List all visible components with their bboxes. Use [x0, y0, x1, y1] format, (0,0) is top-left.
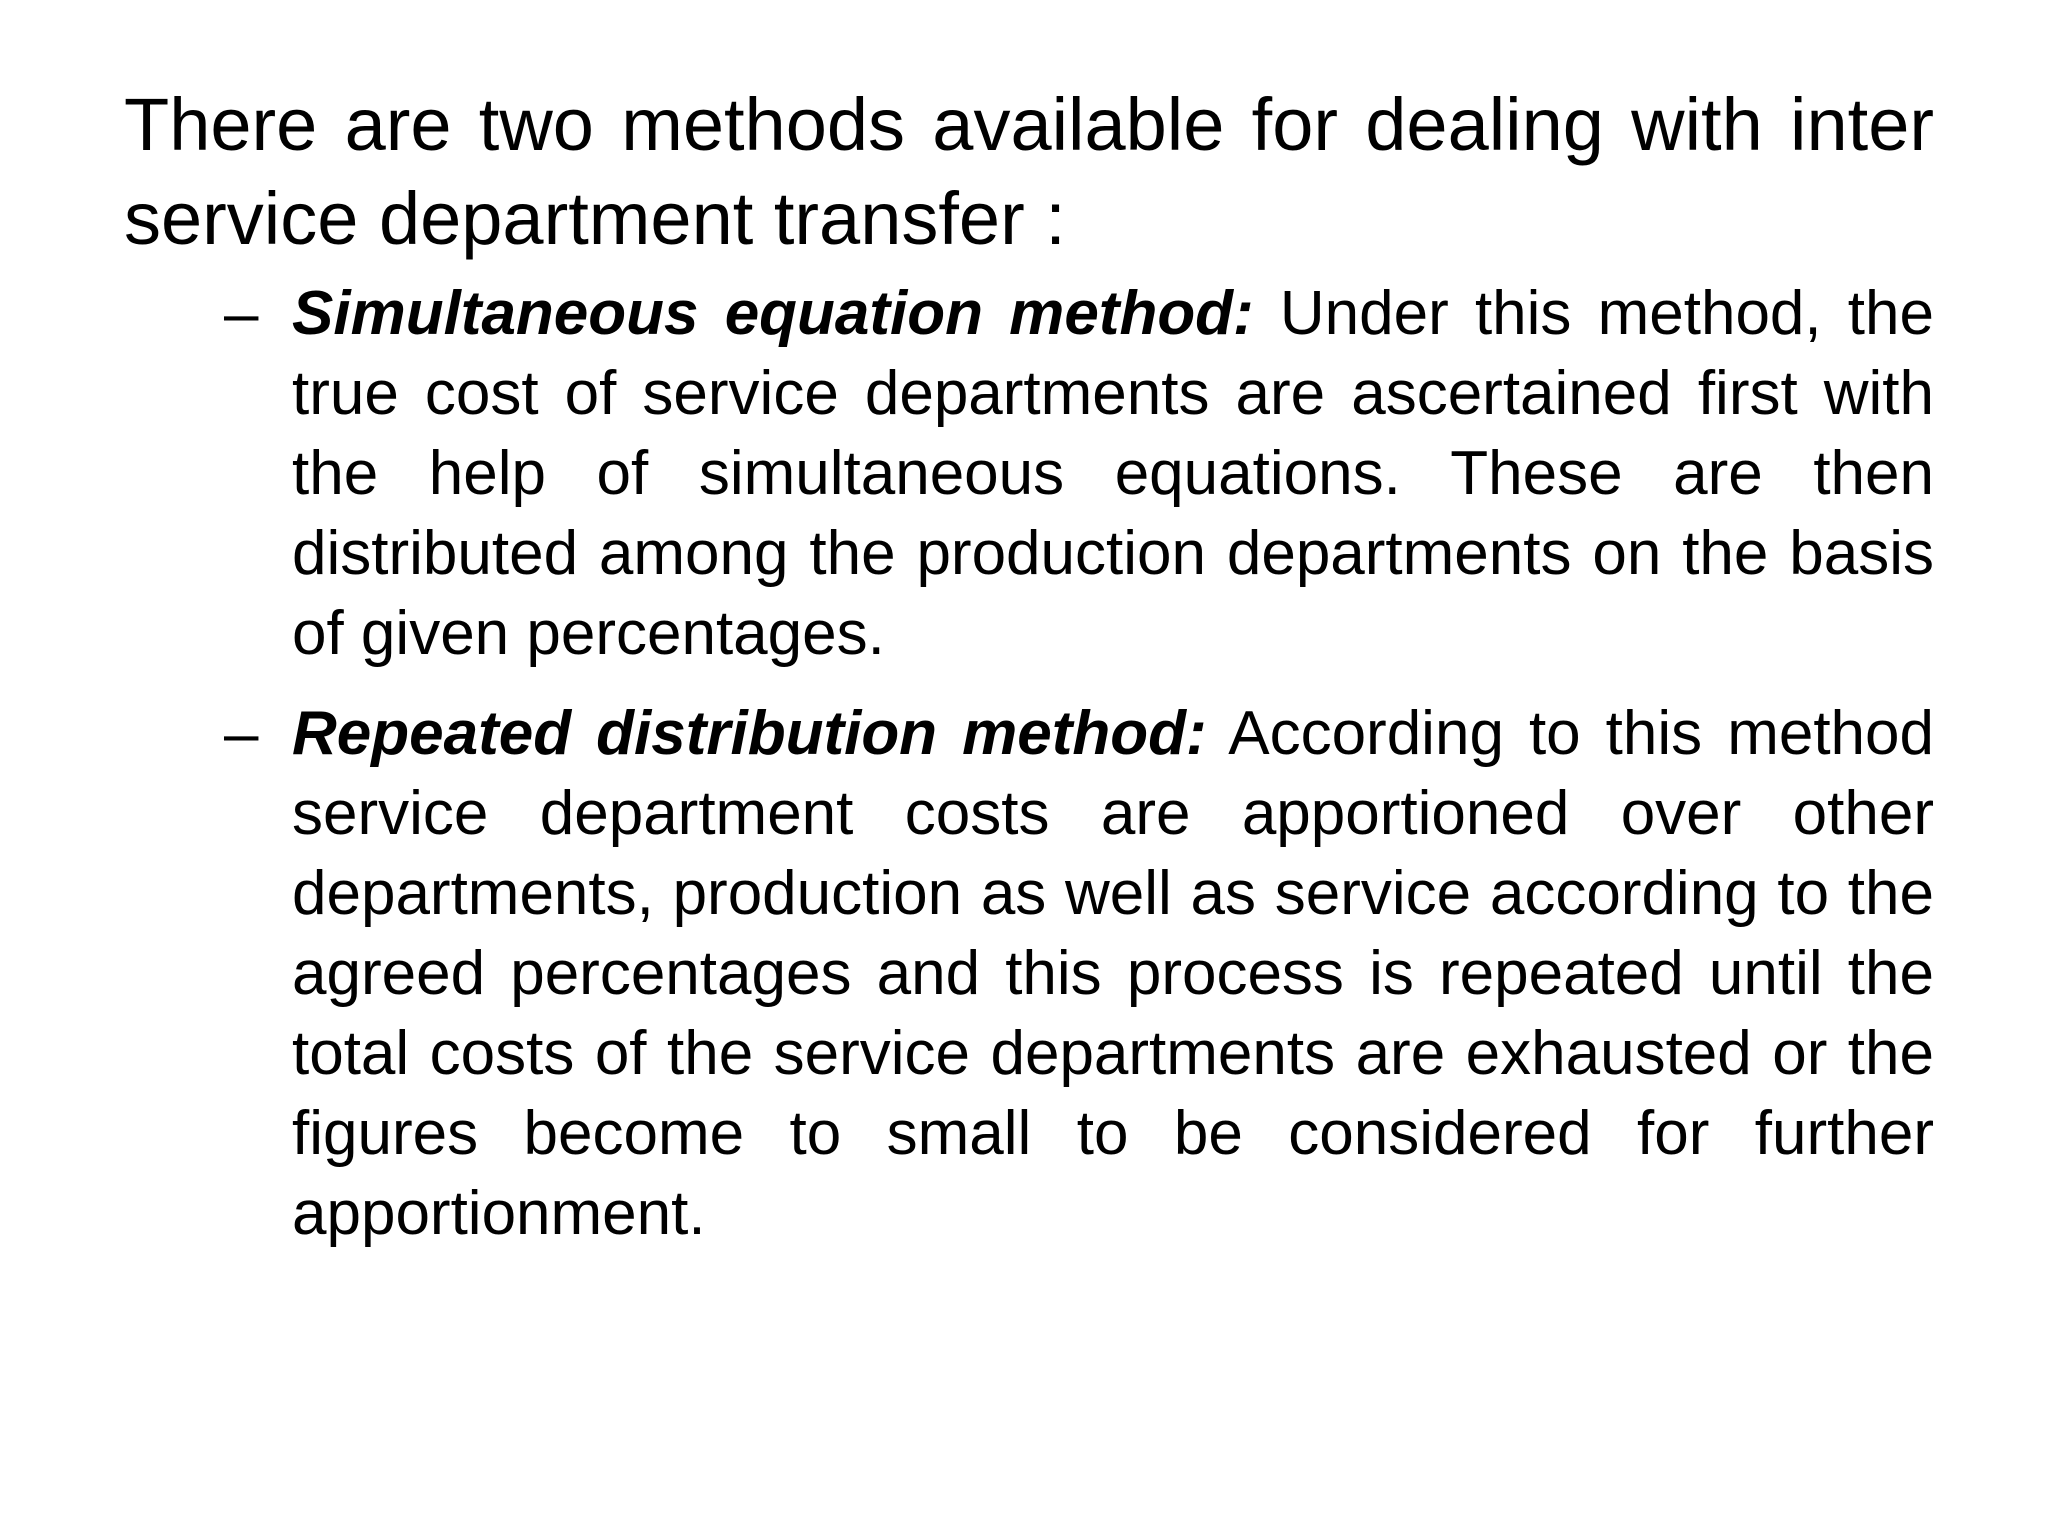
method-term: Repeated distribution method: [292, 699, 1207, 768]
method-description: Under this method, the true cost of service departments are ascertained first with the help of simultaneous equations. These are then distributed among the production departments on the basis of given percentages. [292, 279, 1934, 668]
dash-bullet-icon: – [224, 279, 259, 348]
methods-list [124, 274, 1934, 1254]
list-item-repeated-distribution [124, 694, 1934, 1254]
slide-content [124, 78, 1934, 1274]
intro-text: There are two methods available for dealing with inter service department transfer : [124, 83, 1934, 260]
method-description: According to this method service department costs are apportioned over other departments, production as well as service according to the agreed percentages and this process is repeated until the total costs of the service departments are exhausted or the figures become to small to be considered for further apportionment. [292, 699, 1934, 1248]
list-item-simultaneous-equation [124, 274, 1934, 674]
method-term: Simultaneous equation method: [292, 279, 1254, 348]
dash-bullet-icon: – [224, 699, 259, 768]
